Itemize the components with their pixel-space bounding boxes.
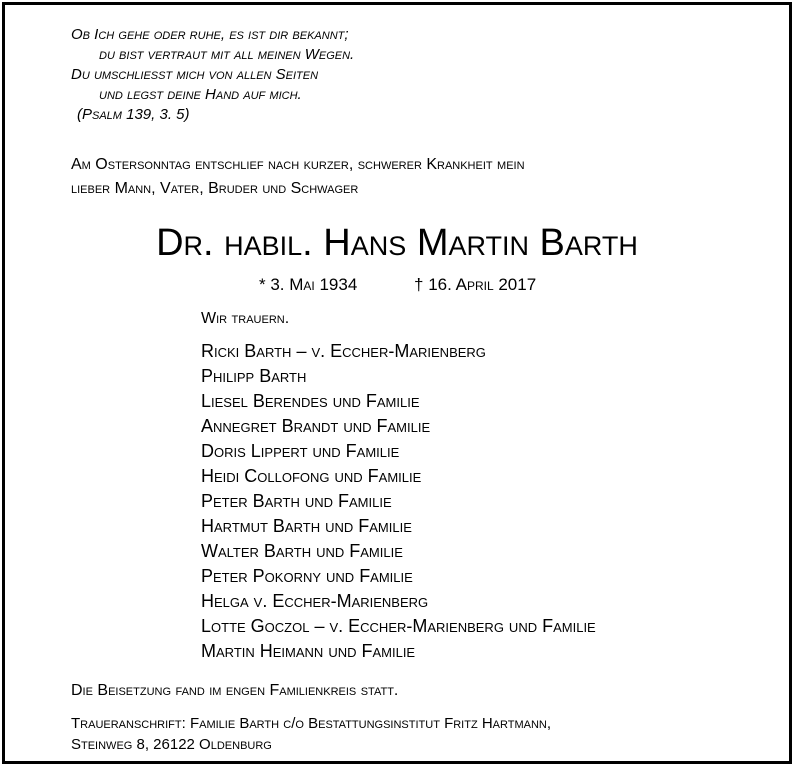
- psalm-verse: [71, 25, 354, 125]
- list-item: Doris Lippert und Familie: [201, 441, 400, 461]
- address-line: Traueranschrift: Familie Barth c/o Bestattungsinstitut Fritz Hartmann,: [71, 715, 552, 732]
- address-line: Steinweg 8, 26122 Oldenburg: [71, 736, 272, 753]
- birth-date: * 3. Mai 1934: [259, 275, 358, 294]
- list-item: Peter Barth und Familie: [201, 491, 392, 511]
- intro-line: lieber Mann, Vater, Bruder und Schwager: [71, 180, 359, 197]
- list-item: Ricki Barth – v. Eccher-Marienberg: [201, 341, 486, 361]
- mourners-list: [201, 339, 596, 664]
- verse-reference: (Psalm 139, 3. 5): [77, 106, 190, 123]
- burial-notice: Die Beisetzung fand im engen Familienkreis statt.: [71, 682, 399, 699]
- list-item: Peter Pokorny und Familie: [201, 566, 413, 586]
- intro-line: Am Ostersonntag entschlief nach kurzer, schwerer Krankheit mein: [71, 156, 525, 173]
- mourning-address: [71, 713, 551, 755]
- list-item: Lotte Goczol – v. Eccher-Marienberg und Familie: [201, 616, 596, 636]
- intro-text: [71, 153, 525, 201]
- list-item: Annegret Brandt und Familie: [201, 416, 431, 436]
- deceased-name: Dr. habil. Hans Martin Barth: [156, 222, 638, 264]
- list-item: Hartmut Barth und Familie: [201, 516, 412, 536]
- verse-line: du bist vertraut mit all meinen Wegen.: [99, 46, 355, 63]
- list-item: Walter Barth und Familie: [201, 541, 403, 561]
- death-date: † 16. April 2017: [414, 275, 537, 294]
- obituary-notice: [2, 2, 792, 764]
- life-dates: [259, 273, 536, 297]
- list-item: Philipp Barth: [201, 366, 307, 386]
- list-item: Heidi Collofong und Familie: [201, 466, 422, 486]
- verse-line: und legst deine Hand auf mich.: [99, 86, 302, 103]
- verse-line: Ob Ich gehe oder ruhe, es ist dir bekannt;: [71, 26, 349, 43]
- mourning-text: Wir trauern.: [201, 310, 290, 327]
- list-item: Martin Heimann und Familie: [201, 641, 416, 661]
- verse-line: Du umschließt mich von allen Seiten: [71, 66, 319, 83]
- list-item: Liesel Berendes und Familie: [201, 391, 420, 411]
- list-item: Helga v. Eccher-Marienberg: [201, 591, 429, 611]
